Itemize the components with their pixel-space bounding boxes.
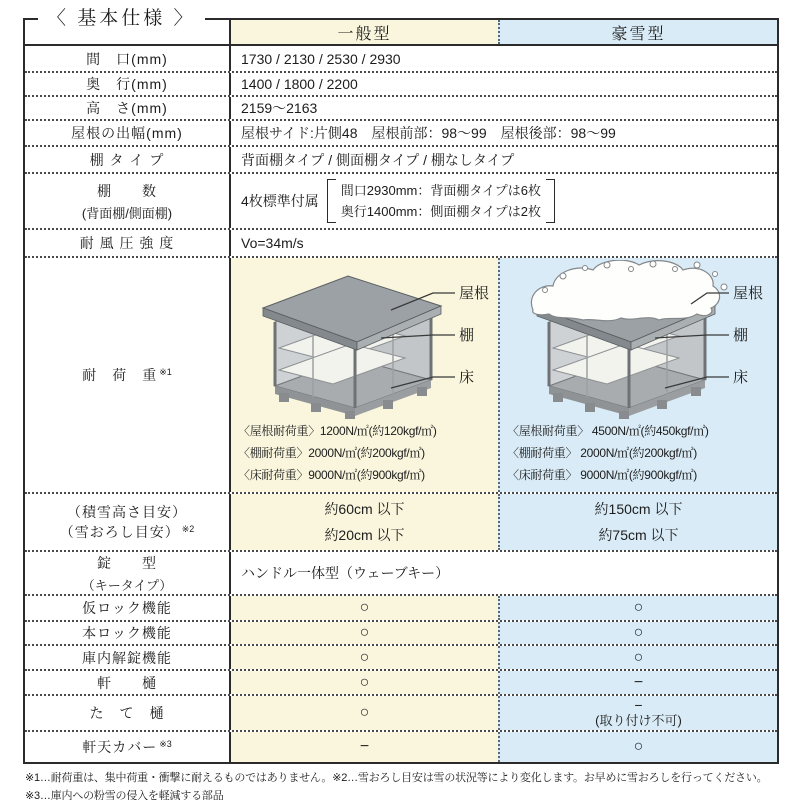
table-row <box>25 46 777 73</box>
snow-height-snow: 約150cm 以下 <box>594 501 683 517</box>
column-header-snow: 豪雪型 <box>498 20 777 44</box>
row-label-soffit-cover <box>25 732 231 762</box>
row-label-eaves-gutter: 軒 樋 <box>25 671 231 694</box>
lock-type-sublabel: （キータイプ） <box>81 577 173 593</box>
footnotes <box>25 769 787 800</box>
row-label-snow-guideline <box>25 494 231 550</box>
value-shelf-type: 背面棚タイプ / 側面棚タイプ / 棚なしタイプ <box>231 147 777 172</box>
roof-load-general: 〈屋根耐荷重〉1200N/㎡(約120kgf/㎡) <box>238 424 437 438</box>
row-label-shelf-type: 棚 タ イ プ <box>25 147 231 172</box>
table-row <box>25 732 777 762</box>
footnote-2: ※3…庫内への粉雪の侵入を軽減する部品 <box>25 790 224 800</box>
value-height: 2159～2163 <box>231 97 777 119</box>
shed-drawing <box>531 260 727 419</box>
table-row <box>25 258 777 494</box>
table-row <box>25 121 777 147</box>
row-label-roof-overhang: 屋根の出幅(mm) <box>25 121 231 145</box>
roof-load-snow: 〈屋根耐荷重〉 4500N/㎡(約450kgf/㎡) <box>507 424 709 438</box>
load-values-general <box>231 420 498 486</box>
floor-load-snow: 〈床耐荷重〉 9000N/㎡(約900kgf/㎡) <box>507 468 697 482</box>
snow-height-label: （積雪高さ目安） <box>67 504 187 520</box>
shed-illustration-general <box>231 260 498 420</box>
value-depth: 1400 / 1800 / 2200 <box>231 73 777 95</box>
eaves-gutter-general: ○ <box>231 671 498 694</box>
roof-label: 屋根 <box>733 285 764 302</box>
row-label-lock-type <box>25 552 231 594</box>
table-row <box>25 552 777 596</box>
page-title: 〈 基本仕様 〉 <box>38 6 205 32</box>
table-row <box>25 147 777 174</box>
snow-guideline-general-cell <box>231 494 498 550</box>
table-row <box>25 230 777 258</box>
table-row <box>25 646 777 671</box>
table-row <box>25 696 777 732</box>
shelf-load-snow: 〈棚耐荷重〉 2000N/㎡(約200kgf/㎡) <box>507 446 697 460</box>
row-label-vertical-gutter: た て 樋 <box>25 696 231 730</box>
table-row <box>25 73 777 97</box>
table-row <box>25 671 777 696</box>
inside-unlock-snow: ○ <box>498 646 777 669</box>
soffit-cover-footnote-ref: ※3 <box>159 739 172 749</box>
load-capacity-footnote-ref: ※1 <box>159 367 172 377</box>
lock-type-label: 錠 型 <box>97 554 157 571</box>
inside-unlock-general: ○ <box>231 646 498 669</box>
soffit-cover-snow: ○ <box>498 732 777 762</box>
vertical-gutter-snow-note: (取り付け不可) <box>595 713 682 728</box>
row-label-depth: 奥 行(mm) <box>25 73 231 95</box>
load-capacity-snow-cell <box>498 258 777 492</box>
shelf-load-general: 〈棚耐荷重〉2000N/㎡(約200kgf/㎡) <box>238 446 425 460</box>
row-label-wind-resistance: 耐 風 圧 強 度 <box>25 230 231 256</box>
shelf-count-label: 棚 数 <box>97 182 157 199</box>
footnote-1: ※1…耐荷重は、集中荷重・衝撃に耐えるものではありません。※2…雪おろし目安は雪の状況等により変化します。お早めに雪おろしを行ってください。 <box>25 772 768 784</box>
shed-drawing <box>263 276 441 419</box>
row-label-width: 間 口(mm) <box>25 46 231 71</box>
vertical-gutter-snow <box>498 696 777 730</box>
roof-label: 屋根 <box>459 285 490 302</box>
floor-load-general: 〈床耐荷重〉9000N/㎡(約900kgf/㎡) <box>238 468 425 482</box>
soffit-cover-label: 軒天カバー <box>82 739 158 755</box>
shelf-count-sublabel: (背面棚/側面棚) <box>81 205 173 221</box>
snow-guideline-footnote-ref: ※2 <box>181 524 195 534</box>
vertical-gutter-general: ○ <box>231 696 498 730</box>
shelf-count-note-bracket <box>327 176 555 226</box>
row-label-main-lock: 本ロック機能 <box>25 622 231 644</box>
value-wind-resistance: Vo=34m/s <box>231 230 777 256</box>
table-row <box>25 494 777 552</box>
table-row <box>25 622 777 646</box>
load-capacity-general-cell <box>231 258 498 492</box>
row-label-load-capacity <box>25 258 231 492</box>
value-width: 1730 / 2130 / 2530 / 2930 <box>231 46 777 71</box>
floor-label: 床 <box>459 369 475 386</box>
row-label-inside-unlock: 庫内解錠機能 <box>25 646 231 669</box>
snow-height-general: 約60cm 以下 <box>324 501 405 517</box>
spec-table <box>23 18 779 764</box>
table-row <box>25 596 777 622</box>
snow-removal-snow: 約75cm 以下 <box>598 527 679 543</box>
column-header-general: 一般型 <box>231 20 498 44</box>
snow-removal-label: （雪おろし目安） $^{※2}$ <box>59 524 195 540</box>
soffit-cover-general: − <box>231 732 498 762</box>
main-lock-general: ○ <box>231 622 498 644</box>
snow-removal-general: 約20cm 以下 <box>324 527 405 543</box>
shelf-label: 棚 <box>733 327 749 344</box>
load-capacity-label: 耐 荷 重 <box>82 367 158 383</box>
row-label-height: 高 さ(mm) <box>25 97 231 119</box>
eaves-gutter-snow: − <box>498 671 777 694</box>
load-values-snow <box>500 420 777 486</box>
row-label-temporary-lock: 仮ロック機能 <box>25 596 231 620</box>
snow-guideline-snow-cell <box>498 494 777 550</box>
main-lock-snow: ○ <box>498 622 777 644</box>
shelf-count-note-2: 奥行1400mm：側面棚タイプは2枚 <box>340 204 541 219</box>
temporary-lock-general: ○ <box>231 596 498 620</box>
table-row <box>25 174 777 230</box>
value-shelf-count <box>231 174 777 228</box>
value-roof-overhang: 屋根サイド:片側48 屋根前部：98～99 屋根後部：98～99 <box>231 121 777 145</box>
shelf-label: 棚 <box>459 327 475 344</box>
vertical-gutter-snow-dash: − <box>634 697 643 713</box>
temporary-lock-snow: ○ <box>498 596 777 620</box>
snow-pile <box>531 260 719 321</box>
shelf-count-standard: 4枚標準付属 <box>241 193 319 209</box>
row-label-shelf-count <box>25 174 231 228</box>
floor-label: 床 <box>733 369 749 386</box>
table-row <box>25 97 777 121</box>
value-lock-type: ハンドル一体型（ウェーブキー） <box>231 552 777 594</box>
shelf-count-note-1: 間口2930mm：背面棚タイプは6枚 <box>340 183 541 198</box>
shed-illustration-snow <box>505 260 772 420</box>
